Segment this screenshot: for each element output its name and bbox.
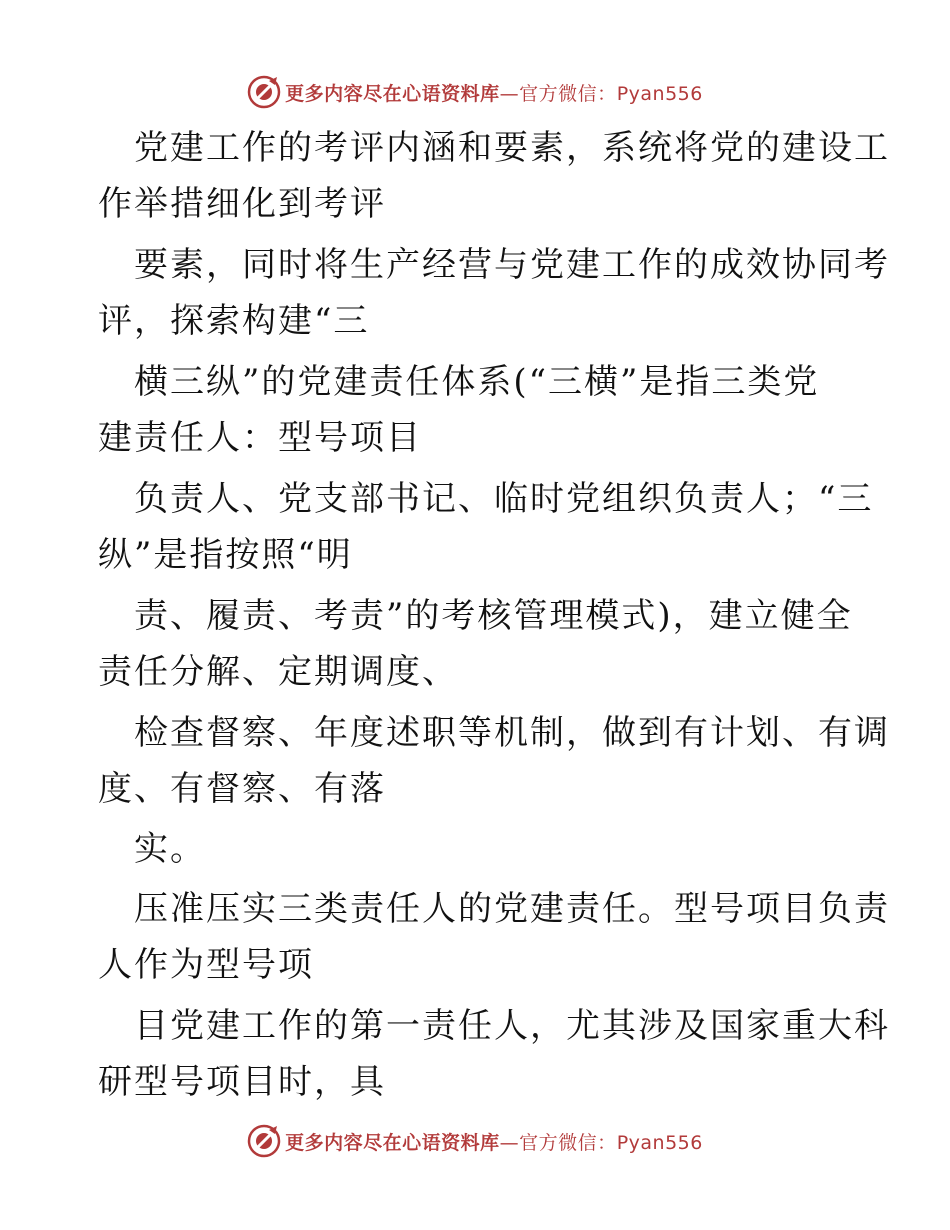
body-line: 检查督察、年度述职等机制，做到有计划、有调 bbox=[134, 713, 890, 753]
footer-watermark bbox=[0, 1121, 950, 1161]
watermark-brand: 更多内容尽在心语资料库 bbox=[285, 82, 500, 105]
body-line: 横三纵”的党建责任体系(“三横”是指三类党 bbox=[134, 362, 820, 402]
body-line: 压准压实三类责任人的党建责任。型号项目负责 bbox=[134, 889, 890, 929]
brand-logo-icon bbox=[247, 1124, 281, 1158]
body-line: 实。 bbox=[134, 829, 206, 869]
body-line: 责、履责、考责”的考核管理模式)，建立健全 bbox=[134, 596, 853, 636]
brand-logo-icon bbox=[247, 75, 281, 109]
watermark-wechat-id: Pyan556 bbox=[616, 1131, 703, 1154]
body-line: 要素，同时将生产经营与党建工作的成效协同考 bbox=[134, 245, 890, 285]
body-line: 作举措细化到考评 bbox=[98, 184, 386, 224]
header-watermark bbox=[0, 72, 950, 112]
watermark-wechat-label: 官方微信： bbox=[519, 1131, 617, 1154]
watermark-brand: 更多内容尽在心语资料库 bbox=[285, 1131, 500, 1154]
body-line: 党建工作的考评内涵和要素，系统将党的建设工 bbox=[134, 128, 890, 168]
watermark-separator: — bbox=[499, 82, 520, 105]
watermark-text bbox=[285, 79, 703, 106]
watermark-text bbox=[285, 1128, 703, 1155]
body-line: 人作为型号项 bbox=[98, 945, 314, 985]
body-line: 研型号项目时，具 bbox=[98, 1062, 386, 1102]
watermark-wechat-label: 官方微信： bbox=[519, 82, 617, 105]
body-line: 负责人、党支部书记、临时党组织负责人；“三 bbox=[134, 479, 874, 519]
body-line: 纵”是指按照“明 bbox=[98, 535, 353, 575]
watermark-wechat-id: Pyan556 bbox=[616, 82, 703, 105]
watermark-separator: — bbox=[499, 1131, 520, 1154]
body-line: 责任分解、定期调度、 bbox=[98, 652, 458, 692]
body-line: 目党建工作的第一责任人，尤其涉及国家重大科 bbox=[134, 1006, 890, 1046]
body-line: 度、有督察、有落 bbox=[98, 769, 386, 809]
body-line: 评，探索构建“三 bbox=[98, 301, 370, 341]
body-line: 建责任人：型号项目 bbox=[98, 418, 422, 458]
